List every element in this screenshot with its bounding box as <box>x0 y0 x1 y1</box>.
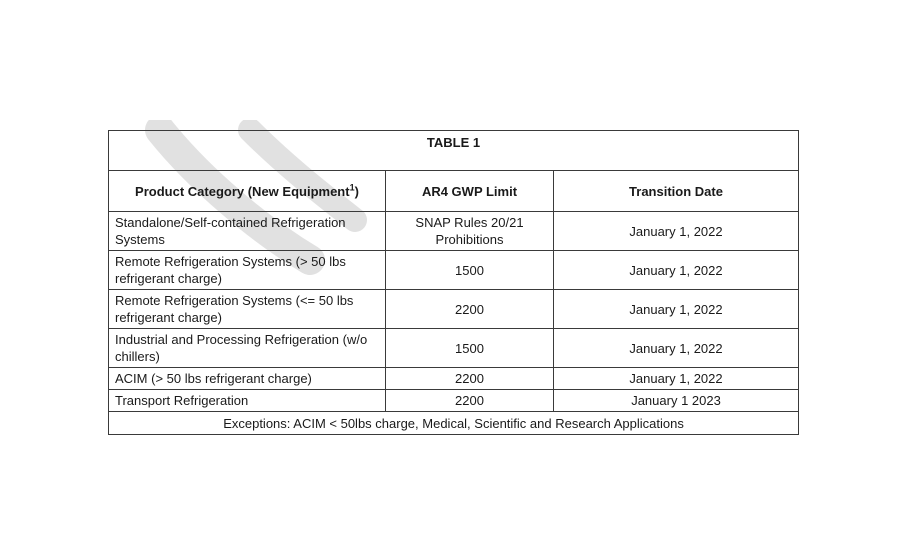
table-row <box>109 368 799 390</box>
row-gwp-limit: 2200 <box>386 390 554 412</box>
exceptions-note: Exceptions: ACIM < 50lbs charge, Medical, Scientific and Research Applications <box>109 412 799 435</box>
row-transition-date: January 1 2023 <box>554 390 799 412</box>
table-row <box>109 390 799 412</box>
row-category: Remote Refrigeration Systems (> 50 lbs refrigerant charge) <box>109 251 386 290</box>
gwp-limits-table <box>108 130 799 435</box>
table-row <box>109 251 799 290</box>
row-transition-date: January 1, 2022 <box>554 368 799 390</box>
row-category: Industrial and Processing Refrigeration (w/o chillers) <box>109 329 386 368</box>
row-category: ACIM (> 50 lbs refrigerant charge) <box>109 368 386 390</box>
row-category: Remote Refrigeration Systems (<= 50 lbs refrigerant charge) <box>109 290 386 329</box>
row-category: Standalone/Self-contained Refrigeration Systems <box>109 212 386 251</box>
table-header-row <box>109 171 799 212</box>
table-row <box>109 290 799 329</box>
row-gwp-limit: 1500 <box>386 251 554 290</box>
row-category: Transport Refrigeration <box>109 390 386 412</box>
exceptions-row <box>109 412 799 435</box>
row-transition-date: January 1, 2022 <box>554 290 799 329</box>
row-gwp-limit: 2200 <box>386 368 554 390</box>
row-gwp-limit: 1500 <box>386 329 554 368</box>
table-title-row <box>109 131 799 171</box>
row-transition-date: January 1, 2022 <box>554 329 799 368</box>
table-row <box>109 212 799 251</box>
row-transition-date: January 1, 2022 <box>554 212 799 251</box>
header-gwp-limit: AR4 GWP Limit <box>386 171 554 212</box>
header-transition-date: Transition Date <box>554 171 799 212</box>
row-gwp-limit: SNAP Rules 20/21 Prohibitions <box>386 212 554 251</box>
gwp-table-container <box>108 130 798 435</box>
header-product-category: Product Category (New Equipment$^1$) <box>109 171 386 212</box>
table-title: TABLE 1 <box>109 131 799 171</box>
row-transition-date: January 1, 2022 <box>554 251 799 290</box>
row-gwp-limit: 2200 <box>386 290 554 329</box>
table-row <box>109 329 799 368</box>
